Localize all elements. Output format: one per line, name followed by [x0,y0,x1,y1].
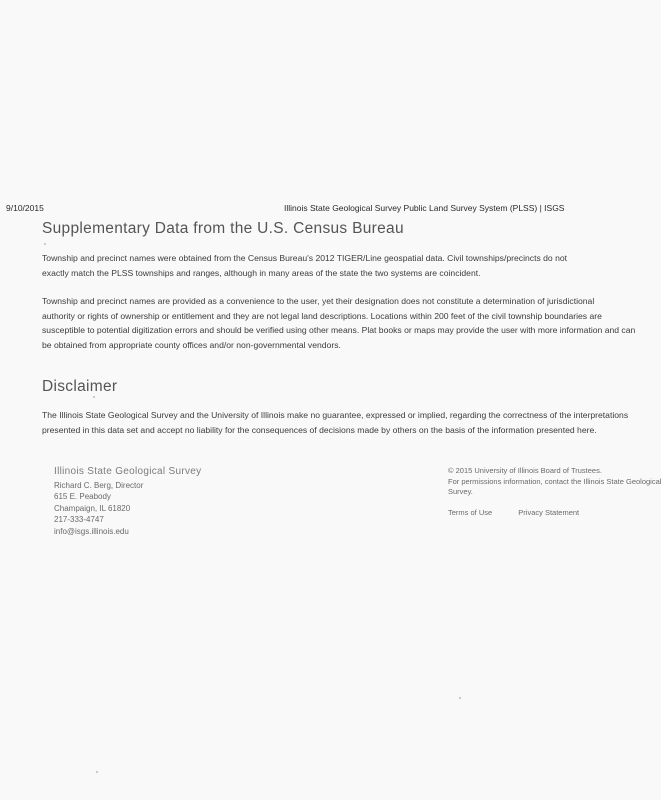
disclaimer-heading: Disclaimer [42,378,118,395]
scan-speck [96,771,98,773]
supplementary-paragraph-1 [42,251,620,280]
text-line: Township and precinct names were obtained from the Census Bureau's 2012 TIGER/Line geospatial data. Civil townships/precincts do not [42,253,568,263]
text-line: be obtained from appropriate county offices and/or non-governmental vendors. [42,339,341,350]
footer-org-name: Illinois State Geological Survey [54,466,202,477]
disclaimer-paragraph [42,408,629,437]
footer-links [448,508,618,519]
print-date: 9/10/2015 [6,203,44,213]
supplementary-paragraph-2 [42,294,636,352]
footer-phone: 217-333-4747 [54,515,104,524]
footer-director: Richard C. Berg, Director [54,480,144,490]
footer-email-link[interactable]: info@isgs.illinois.edu [54,526,129,536]
text-line: Township and precinct names are provided as a convenience to the user, yet their designation does not constitute a determination of jurisdictional [42,296,595,306]
footer-permissions: For permissions information, contact the Illinois State Geological [448,476,661,486]
text-line: presented in this data set and accept no liability for the consequences of decisions made by others on the basis of the information presented here. [42,424,597,435]
privacy-statement-link[interactable]: Privacy Statement [518,507,580,517]
scan-speck [93,396,95,398]
main-content [42,220,642,451]
legal-block [448,466,661,518]
scan-speck [44,243,46,245]
contact-block [54,466,201,537]
text-line: authority or rights of ownership or entitlement and they are not legal land descriptions. Locations within 200 feet of the civil township boundaries are [42,310,602,321]
text-line: The Illinois State Geological Survey and the University of Illinois make no guarantee, expressed or implied, regarding the correctness of the interpretations [42,410,629,420]
footer-copyright: © 2015 University of Illinois Board of Trustees. [448,466,602,475]
scan-speck [459,697,461,699]
footer-street: 615 E. Peabody [54,492,111,501]
supplementary-heading: Supplementary Data from the U.S. Census Bureau [42,220,404,237]
print-page-title: Illinois State Geological Survey Public Land Survey System (PLSS) | ISGS [284,203,565,213]
page-footer [0,466,661,546]
text-line: exactly match the PLSS townships and ranges, although in many areas of the state the two systems are coincident. [42,267,481,278]
footer-permissions-cont: Survey. [448,487,473,496]
footer-city: Champaign, IL 61820 [54,503,131,513]
text-line: susceptible to potential digitization errors and should be verified using other means. Plat books or maps may provide the user with more information and can [42,325,636,335]
print-header [0,203,620,217]
terms-of-use-link[interactable]: Terms of Use [448,507,493,517]
